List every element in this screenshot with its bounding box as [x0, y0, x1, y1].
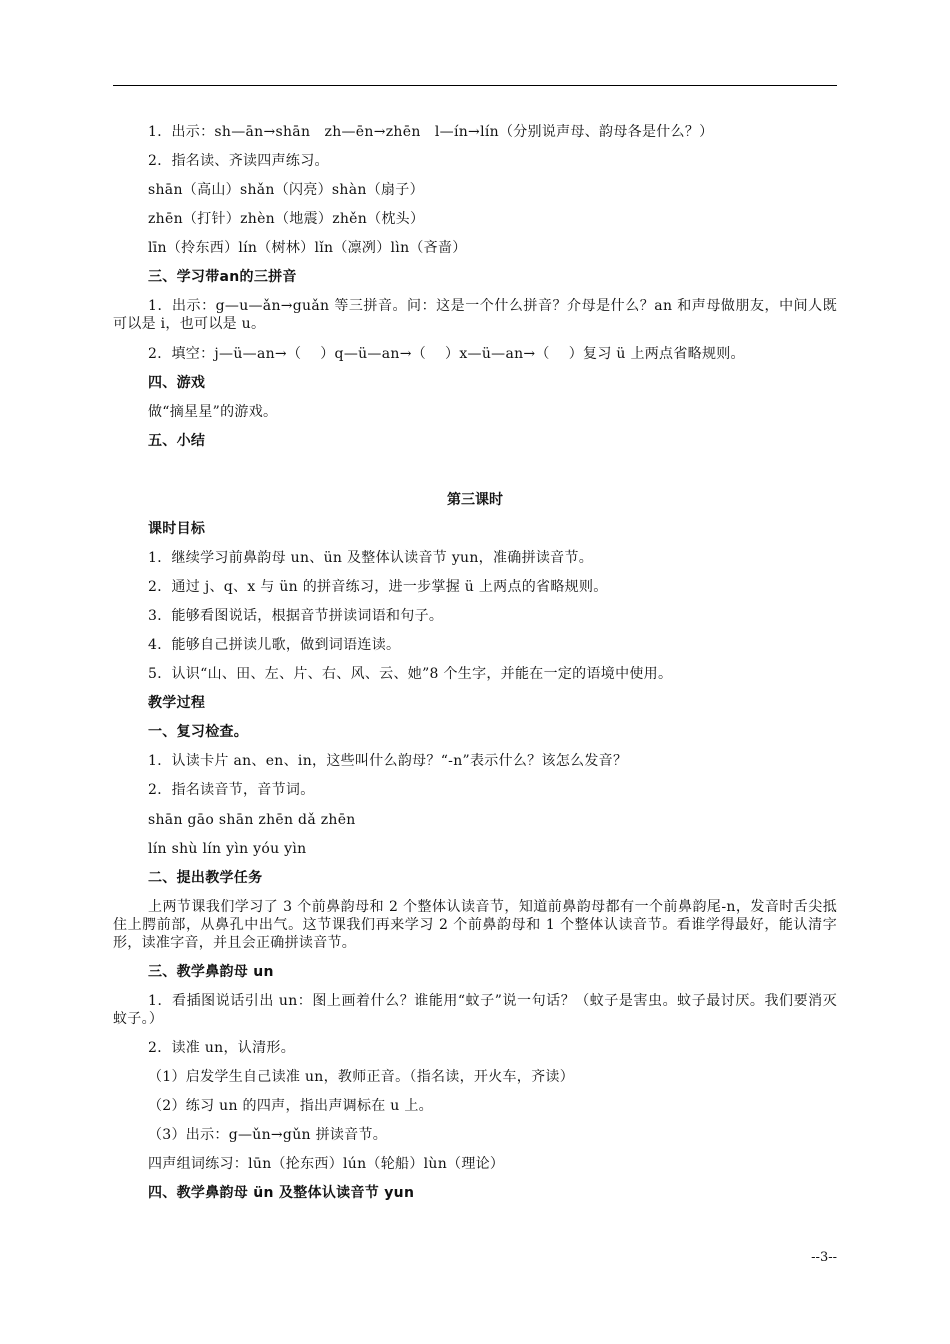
text-line: 2．读准 un，认清形。 — [148, 1040, 295, 1056]
section-heading: 五、小结 — [148, 433, 206, 449]
goal-item: 1．继续学习前鼻韵母 un、ün 及整体认读音节 yun，准确拼读音节。 — [148, 550, 594, 566]
pinyin-line: shān gāo shān zhēn dǎ zhēn — [148, 812, 356, 828]
text-line: 2．指名读、齐读四声练习。 — [148, 153, 329, 169]
section-heading: 教学过程 — [148, 695, 206, 711]
goal-item: 3．能够看图说话，根据音节拼读词语和句子。 — [148, 608, 444, 624]
paragraph: 上两节课我们学习了 3 个前鼻韵母和 2 个整体认读音节，知道前鼻韵母都有一个前鼻韵尾-n，发音时舌尖抵住上腭前部，从鼻孔中出气。这节课我们再来学习 2 个前鼻韵母和 1 个整体认读音节。看谁学得最好，能认清字形，读准字音，并且会正确拼读音节。 — [113, 899, 837, 951]
pinyin-line: līn（拎东西）lín（树林）lǐn（凛冽）lìn（吝啬） — [148, 240, 467, 256]
paragraph: 1．看插图说话引出 un：图上画着什么？谁能用“蚊子”说一句话？（蚊子是害虫。蚊子最讨厌。我们要消灭蚊子。） — [113, 993, 837, 1027]
page-number: --3-- — [811, 1250, 837, 1265]
lesson-title: 第三课时 — [447, 492, 503, 508]
text-line: （3）出示：g—ǔn→gǔn 拼读音节。 — [148, 1127, 388, 1143]
header-rule — [113, 85, 837, 86]
paragraph: 1．出示：g—u—ǎn→guǎn 等三拼音。问：这是一个什么拼音？介母是什么？an 和声母做朋友，中间人既可以是 i，也可以是 u。 — [113, 298, 837, 332]
section-heading: 二、提出教学任务 — [148, 870, 263, 886]
text-line: （1）启发学生自己读准 un，教师正音。（指名读，开火车，齐读） — [148, 1069, 574, 1085]
text-line: 做“摘星星”的游戏。 — [148, 404, 278, 420]
goal-item: 5．认识“山、田、左、片、右、风、云、她”8 个生字，并能在一定的语境中使用。 — [148, 666, 673, 682]
pinyin-line: zhēn（打针）zhèn（地震）zhěn（枕头） — [148, 211, 425, 227]
text-line: 2．填空：j—ü—an→（ ）q—ü—an→（ ）x—ü—an→（ ）复习 ü 上两点省略规则。 — [148, 346, 745, 362]
pinyin-line: lín shù lín yìn yóu yìn — [148, 841, 307, 857]
text-line: 1．认读卡片 an、en、in，这些叫什么韵母？“-n”表示什么？该怎么发音？ — [148, 753, 628, 769]
text-line: 2．指名读音节，音节词。 — [148, 782, 315, 798]
text-line: 四声组词练习：lūn（抡东西）lún（轮船）lùn（理论） — [148, 1156, 505, 1172]
section-heading: 四、游戏 — [148, 375, 206, 391]
section-heading: 四、教学鼻韵母 ün 及整体认读音节 yun — [148, 1185, 415, 1201]
goal-item: 2．通过 j、q、x 与 ün 的拼音练习，进一步掌握 ü 上两点的省略规则。 — [148, 579, 608, 595]
section-heading: 三、教学鼻韵母 un — [148, 964, 274, 980]
section-heading: 三、学习带an的三拼音 — [148, 269, 297, 285]
pinyin-line: shān（高山）shǎn（闪亮）shàn（扇子） — [148, 182, 424, 198]
goal-item: 4．能够自己拼读儿歌，做到词语连读。 — [148, 637, 401, 653]
text-line: （2）练习 un 的四声，指出声调标在 u 上。 — [148, 1098, 433, 1114]
text-line: 1．出示：sh—ān→shān zh—ēn→zhēn l—ín→lín（分别说声母、韵母各是什么？） — [148, 124, 714, 140]
section-heading: 一、复习检查。 — [148, 724, 249, 740]
section-heading: 课时目标 — [148, 521, 206, 537]
